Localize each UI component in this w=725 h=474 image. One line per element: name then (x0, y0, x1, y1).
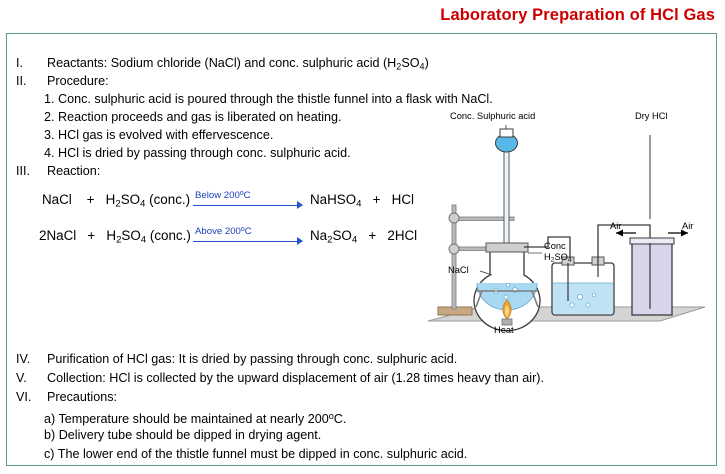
eq2-plus-1: + (87, 228, 96, 243)
label-air-left: Air (610, 221, 622, 231)
label-conc-sulphuric-acid: Conc. Sulphuric acid (450, 111, 536, 121)
equation-1-right (310, 192, 414, 209)
procedure-step-4: 4. HCl is dried by passing through conc. sulphuric acid. (44, 146, 351, 160)
label-conc: Conc (544, 241, 566, 251)
page-title: Laboratory Preparation of HCl Gas (440, 6, 715, 24)
eq2-product-sub-1: 2 (327, 234, 333, 246)
eq1-sub-2: 4 (140, 198, 146, 210)
label-heat: Heat (494, 325, 514, 335)
precaution-a-text: a) Temperature should be maintained at nearly 200 (44, 411, 329, 426)
eq1-arrow-line (193, 205, 297, 206)
item-ii-number: II. (16, 74, 27, 88)
precaution-a-end: C. (333, 411, 347, 426)
item-i-number: I. (16, 56, 23, 70)
precaution-a-sup: o (328, 411, 334, 421)
equation-2-left (39, 228, 191, 245)
item-vi-number: VI. (16, 390, 32, 404)
procedure-step-1: 1. Conc. sulphuric acid is poured through the thistle funnel into a flask with NaCl. (44, 92, 493, 106)
eq1-arrow-label-end: C (243, 190, 251, 201)
item-iv-number: IV. (16, 352, 31, 366)
precaution-a (44, 409, 346, 427)
eq1-arrow-label (195, 190, 251, 201)
eq2-reactant-2b: SO (121, 228, 141, 243)
eq1-product-sub: 4 (356, 198, 362, 210)
label-nacl: NaCl (448, 265, 469, 275)
item-i-text-a: Reactants: Sodium chloride (NaCl) and conc. sulphuric acid (H (47, 56, 397, 70)
label-h2so4-b: SO (554, 252, 568, 262)
equation-2-right (310, 228, 417, 245)
item-v-number: V. (16, 371, 27, 385)
precaution-c: c) The lower end of the thistle funnel must be dipped in conc. sulphuric acid. (44, 447, 468, 461)
eq2-product-sub-2: 4 (351, 234, 358, 246)
eq2-arrow-label-sup: o (240, 226, 245, 234)
apparatus-svg (420, 125, 712, 345)
item-iv-text: Purification of HCl gas: It is dried by passing through conc. sulphuric acid. (47, 352, 458, 366)
item-vi-text: Precautions: (47, 390, 118, 404)
item-i-sub-1: 2 (396, 61, 402, 72)
eq1-arrow-head (297, 201, 303, 209)
eq2-sub-2: 4 (140, 234, 147, 246)
eq1-plus-2: + (372, 192, 381, 207)
precaution-b: b) Delivery tube should be dipped in drying agent. (44, 428, 322, 442)
eq2-reactant-2a: H (106, 228, 117, 243)
label-h2so4-a: H (544, 252, 551, 262)
eq2-sub-1: 2 (116, 234, 122, 246)
eq2-plus-2: + (368, 228, 377, 243)
eq1-reactant-2b: SO (120, 192, 141, 207)
eq2-arrow (193, 228, 303, 250)
eq1-arrow-label-sup: o (239, 190, 244, 198)
eq2-arrow-line (193, 241, 297, 242)
eq1-arrow (193, 192, 303, 214)
eq1-arrow-label-text: Below 200 (195, 190, 240, 201)
eq1-condition: (conc.) (149, 192, 191, 207)
item-i-text (47, 56, 429, 74)
eq1-sub-1: 2 (115, 198, 121, 210)
eq2-arrow-head (297, 237, 303, 245)
eq1-reactant-1: NaCl (42, 192, 72, 207)
eq2-arrow-label-text: Above 200 (195, 226, 241, 237)
item-i-text-c: SO (401, 56, 420, 70)
item-ii-text: Procedure: (47, 74, 109, 88)
eq2-product-2: 2HCl (387, 228, 418, 243)
eq1-plus-1: + (86, 192, 95, 207)
eq1-reactant-2a: H (105, 192, 116, 207)
eq2-arrow-label-end: C (244, 226, 252, 237)
item-iii-number: III. (16, 164, 30, 178)
equation-1-left (42, 192, 190, 209)
eq2-product-1a: Na (310, 228, 328, 243)
procedure-step-2: 2. Reaction proceeds and gas is liberated on heating. (44, 110, 342, 124)
procedure-step-3: 3. HCl gas is evolved with effervescence. (44, 128, 274, 142)
label-dry-hcl: Dry HCl (635, 111, 668, 121)
eq2-arrow-label (195, 226, 252, 237)
eq1-product-1a: NaHSO (310, 192, 357, 207)
label-h2so4 (544, 252, 572, 266)
eq2-reactant-1: 2NaCl (39, 228, 77, 243)
label-air-right: Air (682, 221, 694, 231)
item-iii-text: Reaction: (47, 164, 101, 178)
eq2-product-1b: SO (332, 228, 352, 243)
label-h2so4-sub2: 4 (567, 256, 572, 264)
item-i-text-e: ) (424, 56, 429, 70)
label-h2so4-sub1: 2 (550, 256, 555, 264)
eq2-condition: (conc.) (149, 228, 191, 243)
item-i-sub-2: 4 (419, 61, 425, 72)
apparatus-diagram (420, 111, 712, 345)
item-v-text: Collection: HCl is collected by the upward displacement of air (1.28 times heavy than air). (47, 371, 544, 385)
eq1-product-2: HCl (391, 192, 414, 207)
